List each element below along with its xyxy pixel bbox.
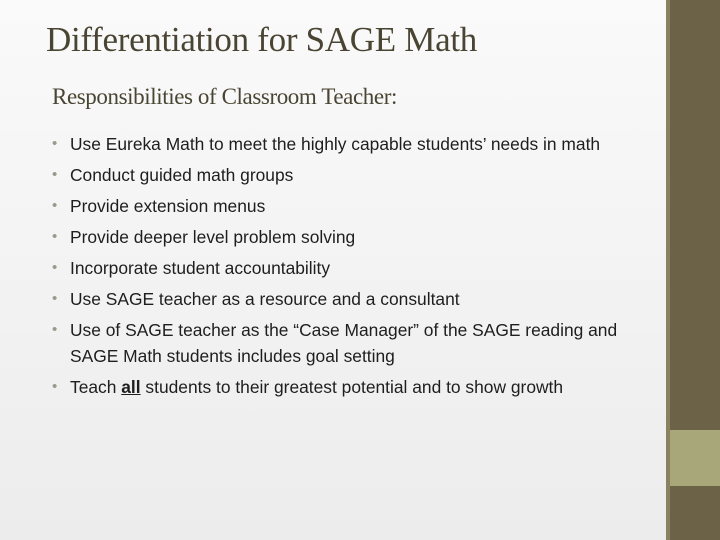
bullet-item bbox=[52, 286, 632, 312]
side-accent-block bbox=[670, 430, 720, 486]
bullet-marker: • bbox=[52, 135, 58, 152]
bullet-item bbox=[52, 193, 632, 219]
bullet-marker: • bbox=[52, 290, 58, 307]
bullet-text-start: Teach bbox=[70, 377, 122, 397]
bullet-marker: • bbox=[52, 197, 58, 214]
bullet-marker: • bbox=[52, 259, 58, 276]
slide-title: Differentiation for SAGE Math bbox=[46, 20, 477, 59]
bullet-text: Use Eureka Math to meet the highly capable students’ needs in math bbox=[70, 134, 601, 154]
bullet-text: Use of SAGE teacher as the “Case Manager” of the SAGE reading and SAGE Math students includes goal setting bbox=[70, 320, 618, 366]
emphasis-word: all bbox=[121, 377, 141, 397]
slide-subtitle: Responsibilities of Classroom Teacher: bbox=[52, 84, 397, 109]
bullet-marker: • bbox=[52, 321, 58, 338]
bullet-text: Conduct guided math groups bbox=[70, 165, 294, 185]
bullet-text: Provide extension menus bbox=[70, 196, 266, 216]
bullet-item bbox=[52, 374, 632, 400]
bullet-text: Incorporate student accountability bbox=[70, 258, 331, 278]
bullet-item bbox=[52, 162, 632, 188]
bullet-text: Use SAGE teacher as a resource and a consultant bbox=[70, 289, 460, 309]
bullet-text bbox=[70, 377, 563, 397]
bullet-marker: • bbox=[52, 228, 58, 245]
bullet-marker: • bbox=[52, 166, 58, 183]
bullet-marker: • bbox=[52, 378, 58, 395]
bullet-text: Provide deeper level problem solving bbox=[70, 227, 356, 247]
bullet-item bbox=[52, 224, 632, 250]
bullet-item bbox=[52, 131, 632, 157]
bullet-list bbox=[52, 131, 632, 405]
bullet-item bbox=[52, 317, 632, 369]
bullet-item bbox=[52, 255, 632, 281]
bullet-text-end: students to their greatest potential and to show growth bbox=[140, 377, 564, 397]
